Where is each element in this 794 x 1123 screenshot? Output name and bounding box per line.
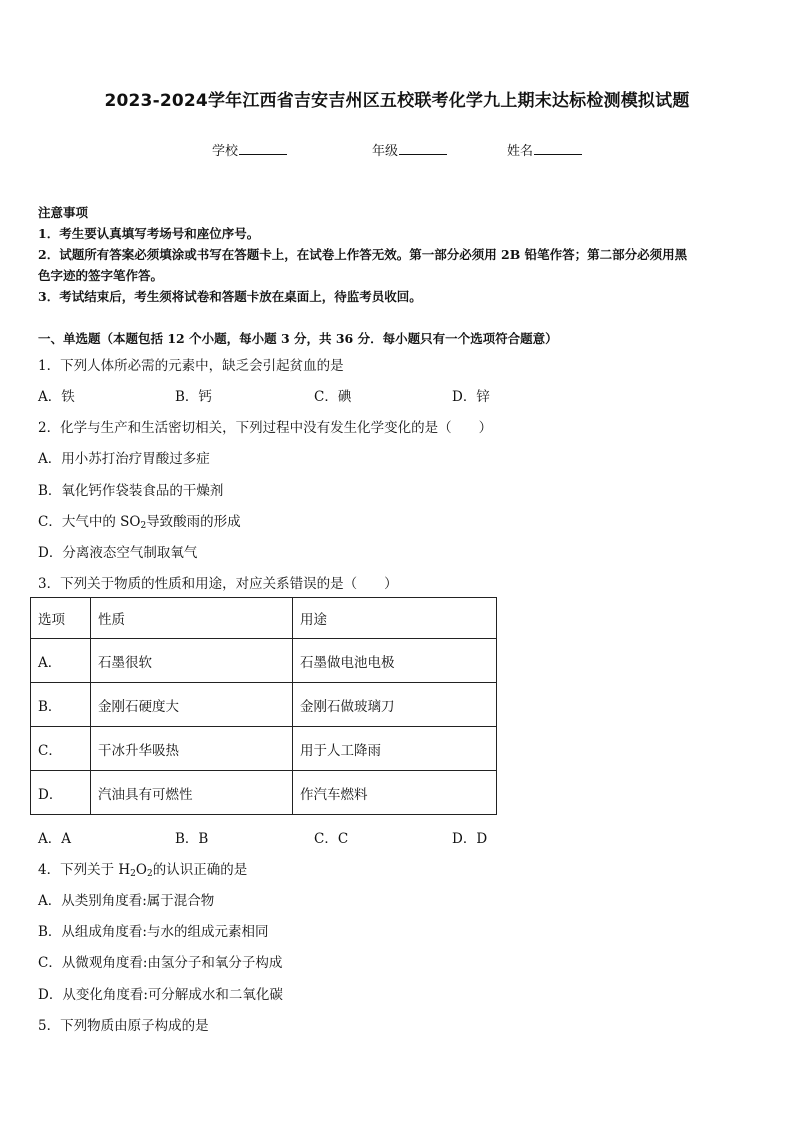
q2-stem: 2．化学与生产和生活密切相关，下列过程中没有发生化学变化的是（ ） [38,420,493,436]
q4-stem-mid: O [135,862,147,878]
q2-option-c [38,510,241,531]
school-blank [239,154,287,155]
q1-option-a: A．铁 [38,389,75,405]
q2-option-a: A．用小苏打治疗胃酸过多症 [38,451,210,467]
table-cell: 石墨很软 [91,639,293,683]
table-cell: 作汽车燃料 [293,771,497,815]
table-row [31,727,497,771]
grade-blank [399,154,447,155]
notice-item-2: 2．试题所有答案必须填涂或书写在答题卡上，在试卷上作答无效。第一部分必须用 2B 铅笔作答；第二部分必须用黑 [38,247,688,262]
q5-stem: 5．下列物质由原子构成的是 [38,1018,209,1034]
table-cell: 石墨做电池电极 [293,639,497,683]
table-cell: 用于人工降雨 [293,727,497,771]
q3-option-b: B．B [175,831,209,847]
table-header-cell: 用途 [293,598,497,639]
q1-option-c: C．碘 [314,389,352,405]
notice-heading: 注意事项 [38,205,89,220]
table-row [31,639,497,683]
grade-field [372,140,447,159]
q4-option-d: D．从变化角度看:可分解成水和二氧化碳 [38,987,283,1003]
q4-option-b: B．从组成角度看:与水的组成元素相同 [38,924,269,940]
q2-c-pre: C．大气中的 SO [38,514,141,530]
table-row [31,771,497,815]
section-heading: 一、单选题（本题包括 12 个小题，每小题 3 分，共 36 分．每小题只有一个选项符合题意） [38,331,558,346]
q3-option-a: A．A [38,831,71,847]
q3-option-c: C．C [314,831,349,847]
q4-stem-pre: 4．下列关于 H [38,862,131,878]
table-cell: B． [31,683,91,727]
q1-option-d: D．锌 [452,389,490,405]
exam-title: 2023-2024学年江西省吉安吉州区五校联考化学九上期末达标检测模拟试题 [104,91,690,111]
table-cell: 汽油具有可燃性 [91,771,293,815]
table-cell: 干冰升华吸热 [91,727,293,771]
q1-option-b: B．钙 [175,389,212,405]
q4-stem-post: 的认识正确的是 [152,862,248,878]
table-header-row [31,598,497,639]
q4-stem-sub1: 2 [130,869,136,879]
table-cell: 金刚石做玻璃刀 [293,683,497,727]
grade-label: 年级 [372,144,399,159]
table-cell: A． [31,639,91,683]
name-field [507,140,582,159]
q3-table [30,597,497,815]
q1-stem: 1．下列人体所必需的元素中，缺乏会引起贫血的是 [38,358,344,374]
name-blank [534,154,582,155]
table-header-cell: 性质 [91,598,293,639]
table-cell: 金刚石硬度大 [91,683,293,727]
table-row [31,683,497,727]
q4-option-a: A．从类别角度看:属于混合物 [38,893,215,909]
school-label: 学校 [212,144,239,159]
q2-c-sub: 2 [140,521,147,531]
q4-stem-sub2: 2 [146,869,153,879]
q4-stem [38,858,247,879]
notice-item-2-cont: 色字迹的签字笔作答。 [38,268,164,283]
q2-option-b: B．氧化钙作袋装食品的干燥剂 [38,483,224,499]
q3-option-d: D．D [452,831,488,847]
school-field [212,140,287,159]
q2-c-post: 导致酸雨的形成 [146,514,241,530]
q2-option-d: D．分离液态空气制取氧气 [38,545,198,561]
name-label: 姓名 [507,144,534,159]
table-cell: D． [31,771,91,815]
q4-option-c: C．从微观角度看:由氢分子和氧分子构成 [38,955,283,971]
table-header-cell: 选项 [31,598,91,639]
notice-item-3: 3．考试结束后，考生须将试卷和答题卡放在桌面上，待监考员收回。 [38,289,422,304]
table-cell: C． [31,727,91,771]
q3-stem: 3．下列关于物质的性质和用途，对应关系错误的是（ ） [38,576,398,592]
notice-item-1: 1．考生要认真填写考场号和座位序号。 [38,226,260,241]
